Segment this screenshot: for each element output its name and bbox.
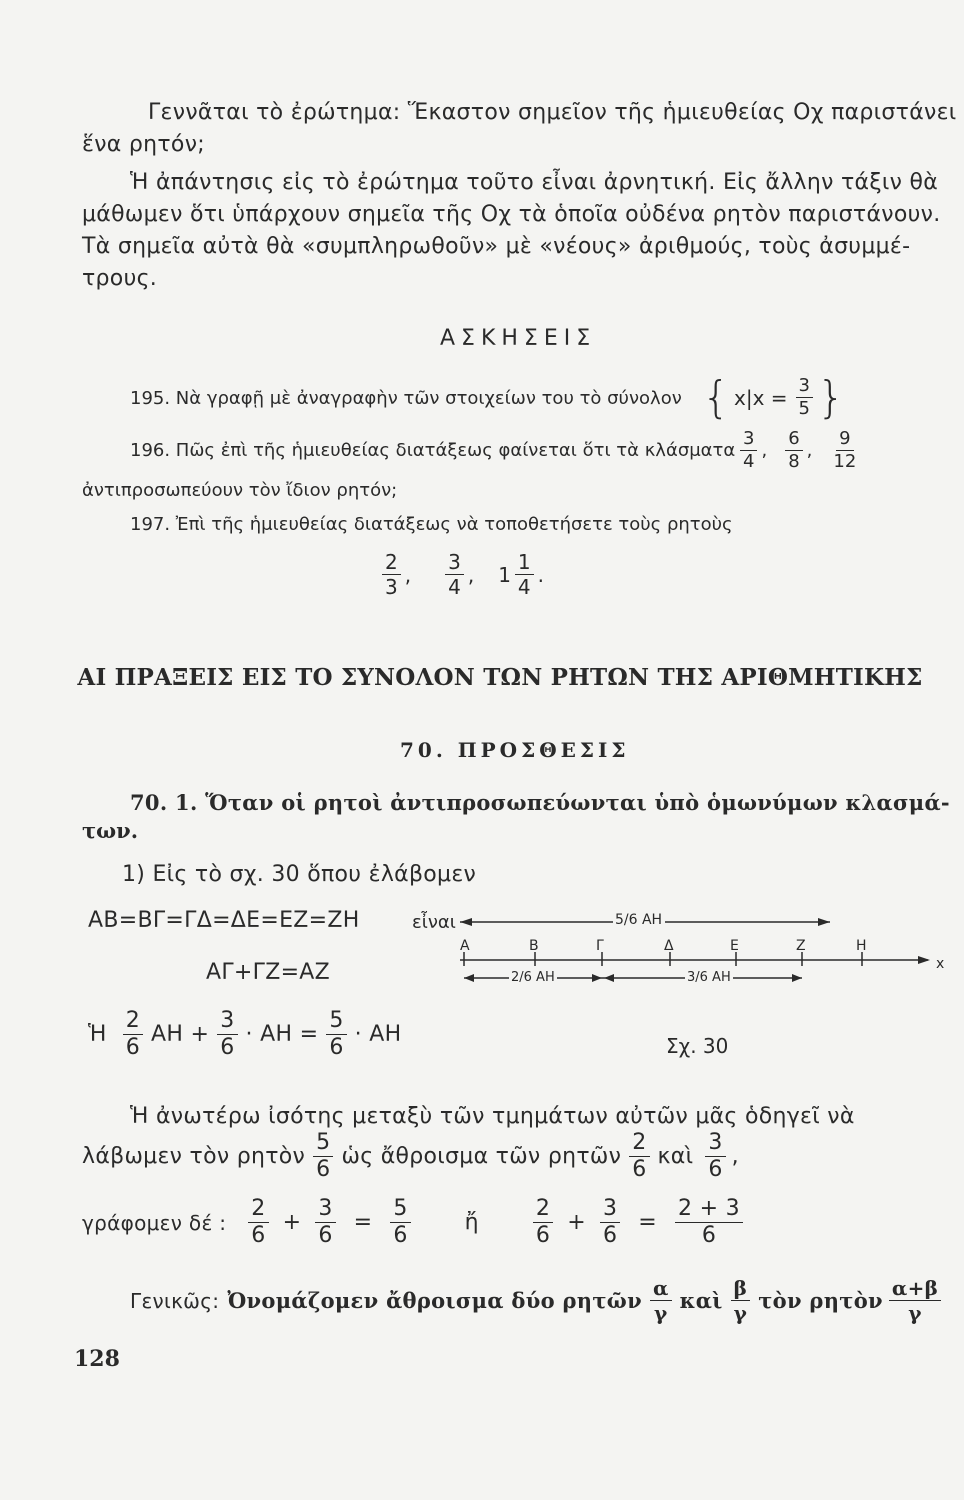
denominator: 6 (329, 1035, 344, 1060)
intro-line-2: ἕνα ρητόν; (82, 132, 205, 157)
fraction-5-6 (326, 1010, 346, 1059)
fraction-3-5 (796, 377, 813, 418)
fraction-6-8 (785, 430, 802, 471)
denominator: γ (908, 1301, 922, 1325)
fraction-3-6-b (705, 1132, 725, 1181)
item-1-text: 1) Εἰς τὸ σχ. 30 ὅπου ἐλάβομεν (122, 862, 477, 887)
general-label: Γενικῶς: (130, 1288, 220, 1313)
paragraph-line-2 (82, 1132, 739, 1181)
point-label-z: Ζ (796, 938, 806, 954)
ray-label-x: x (936, 956, 945, 972)
numerator: 5 (313, 1132, 333, 1157)
numerator: 3 (600, 1198, 620, 1223)
eq-mid-1: ΑΗ + (151, 1022, 210, 1047)
general-and: καὶ (679, 1288, 723, 1313)
chapter-title: ΑΙ ΠΡΑΞΕΙΣ ΕΙΣ ΤΟ ΣΥΝΟΛΟΝ ΤΩΝ ΡΗΤΩΝ ΤΗΣ ΑΡΙΘΜΗΤΙΚΗΣ (77, 664, 923, 691)
plus-sign: + (282, 1210, 302, 1235)
eq-prefix: Ἡ (88, 1022, 107, 1047)
intro-line-6: τρους. (82, 266, 158, 291)
paragraph-line-1: Ἡ ἀνωτέρω ἰσότης μεταξὺ τῶν τμημάτων αὐτῶν μᾶς ὁδηγεῖ νὰ (130, 1104, 855, 1129)
denominator: 6 (602, 1223, 618, 1248)
general-definition (130, 1278, 947, 1323)
equation-suffix: εἶναι (412, 912, 456, 933)
denominator: 6 (632, 1157, 647, 1182)
ray-arrow-icon (918, 956, 930, 964)
fraction-3-4 (740, 430, 757, 471)
para-comma: , (731, 1144, 739, 1169)
write-label: γράφομεν δέ : (82, 1210, 227, 1235)
para-text-b: ὡς ἄθροισμα τῶν ρητῶν (341, 1144, 622, 1169)
fraction-3-4-b (445, 552, 464, 597)
denominator: 6 (318, 1223, 333, 1248)
fraction-2-6 (123, 1010, 143, 1059)
general-text: Ὀνομάζομεν ἄθροισμα δύο ρητῶν (227, 1288, 642, 1313)
numerator: 2 + 3 (675, 1198, 743, 1223)
denominator: γ (733, 1301, 748, 1325)
exercise-197-text: 197. Ἐπὶ τῆς ἡμιευθείας διατάξεως νὰ τοποθετήσετε τοὺς ρητοὺς (130, 514, 733, 535)
intro-line-3: Ἡ ἀπάντησις εἰς τὸ ἐρώτημα τοῦτο εἶναι ἀρνητική. Εἰς ἄλλην τάξιν θὰ (130, 170, 939, 195)
fraction-3-6 (217, 1010, 237, 1059)
equation-fraction-sum (88, 1010, 401, 1059)
fraction-b-g (731, 1278, 751, 1323)
numerator: 3 (796, 377, 813, 398)
numerator: α (650, 1278, 672, 1301)
denominator: 6 (701, 1223, 717, 1248)
intro-line-4: μάθωμεν ὅτι ὑπάρχουν σημεῖα τῆς Οχ τὰ ὁποῖα οὐδένα ρητὸν παριστάνουν. (82, 202, 941, 227)
denominator: 5 (798, 398, 810, 419)
point-label-a: Α (460, 938, 470, 954)
tick-marks (464, 952, 862, 966)
fraction-w4 (533, 1198, 553, 1247)
fraction-w2 (315, 1198, 335, 1247)
mixed-whole: 1 (498, 562, 511, 587)
denominator: 8 (788, 451, 800, 472)
denominator: 12 (833, 451, 857, 472)
fraction-w3 (390, 1198, 410, 1247)
label-2-6-ah: 2/6 ΑΗ (511, 970, 555, 985)
numerator: α+β (889, 1278, 941, 1301)
numerator: 3 (445, 552, 464, 575)
or-word: ἤ (464, 1210, 479, 1235)
exercise-196-line-2: ἀντιπροσωπεύουν τὸν ἴδιον ρητόν; (82, 480, 398, 501)
numerator: 3 (740, 430, 757, 451)
page-number: 128 (74, 1346, 120, 1372)
figure-caption: Σχ. 30 (666, 1034, 729, 1058)
section-heading: 70. ΠΡΟΣΘΕΣΙΣ (400, 738, 630, 762)
exercise-196-text: 196. Πῶς ἐπὶ τῆς ἡμιευθείας διατάξεως φαίνεται ὅτι τὰ κλάσματα (130, 440, 736, 461)
subsection-line-2: των. (82, 818, 139, 843)
point-label-b: Β (529, 938, 539, 954)
intro-line-5: Τὰ σημεῖα αὐτὰ θὰ «συμπληρωθοῦν» μὲ «νέους» ἀριθμούς, τοὺς ἀσυμμέ- (82, 234, 911, 259)
fraction-a-g (650, 1278, 672, 1323)
set-builder-var: x|x = (734, 385, 788, 410)
numerator: 2 (533, 1198, 553, 1223)
fraction-w5 (600, 1198, 620, 1247)
numerator: 5 (326, 1010, 346, 1035)
denominator: 4 (743, 451, 755, 472)
fraction-9-12 (830, 430, 859, 471)
fraction-2-3 (382, 552, 401, 597)
point-label-h: Η (856, 938, 867, 954)
denominator: 3 (385, 575, 398, 599)
left-brace-icon: { (702, 372, 730, 423)
general-text-2: τὸν ρητὸν (758, 1288, 883, 1313)
label-top-5-6-ah: 5/6 ΑΗ (615, 912, 663, 928)
denominator: 6 (535, 1223, 551, 1248)
denominator: 6 (708, 1157, 723, 1182)
fraction-w6 (675, 1198, 743, 1247)
label-3-6-ah: 3/6 ΑΗ (687, 970, 731, 985)
fraction-ab-g (889, 1278, 941, 1323)
fraction-w1 (248, 1198, 268, 1247)
exercise-195-set (702, 372, 845, 423)
numerator: β (731, 1278, 751, 1301)
figure-30-diagram (440, 900, 940, 1010)
numerator: 2 (382, 552, 401, 575)
equation-equal-segments: ΑΒ=ΒΓ=ΓΔ=ΔΕ=ΕΖ=ΖΗ (88, 908, 360, 933)
fraction-1-4 (515, 552, 534, 597)
numerator: 3 (705, 1132, 725, 1157)
arrow-left-icon (460, 918, 472, 926)
fraction-5-6-b (313, 1132, 333, 1181)
para-text-a: λάβωμεν τὸν ρητὸν (82, 1144, 306, 1169)
arrow-right-icon (818, 918, 830, 926)
numerator: 2 (123, 1010, 143, 1035)
denominator: 6 (125, 1035, 140, 1060)
numerator: 3 (315, 1198, 335, 1223)
denominator: 6 (393, 1223, 408, 1248)
point-label-d: Δ (664, 938, 674, 954)
numerator: 6 (785, 430, 802, 451)
para-and: καὶ (657, 1144, 694, 1169)
equals-sign-2: = (638, 1210, 658, 1235)
intro-line-1: Γεννᾶται τὸ ἐρώτημα: Ἕκαστον σημεῖον τῆς ἡμιευθείας Οχ παριστάνει (148, 100, 957, 125)
denominator: 6 (316, 1157, 331, 1182)
denominator: 4 (517, 575, 531, 599)
numerator: 2 (629, 1132, 649, 1157)
denominator: 4 (448, 575, 461, 599)
eq-end: · ΑΗ (354, 1022, 402, 1047)
exercises-heading: ΑΣΚΗΣΕΙΣ (440, 326, 597, 351)
exercise-197-fractions: $\frac{2}{3}$ , $\frac{3}{4}$ , 1 $\frac{1}{4}$ . (378, 552, 544, 597)
fraction-2-6-b (629, 1132, 649, 1181)
numerator: 5 (390, 1198, 410, 1223)
exercise-196-fractions: $\frac{3}{4}$ , $\frac{6}{8}$ , $\frac{9}{12}$ (736, 430, 863, 471)
point-label-g: Γ (596, 938, 604, 954)
equation-sum-segments: ΑΓ+ΓΖ=ΑΖ (206, 960, 331, 985)
numerator: 9 (836, 430, 853, 451)
equals-sign: = (353, 1210, 373, 1235)
numerator: 1 (515, 552, 534, 575)
exercise-195-text: 195. Νὰ γραφῇ μὲ ἀναγραφὴν τῶν στοιχείων του τὸ σύνολον (130, 388, 682, 409)
denominator: γ (654, 1301, 668, 1325)
numerator: 3 (217, 1010, 237, 1035)
written-equation (82, 1198, 747, 1247)
subsection-line-1: 70. 1. Ὅταν οἱ ρητοὶ ἀντιπροσωπεύωνται ὑπὸ ὁμωνύμων κλασμά- (130, 790, 950, 815)
denominator: 6 (251, 1223, 266, 1248)
plus-sign-2: + (567, 1210, 586, 1235)
point-label-e: Ε (730, 938, 739, 954)
numerator: 2 (248, 1198, 268, 1223)
right-brace-icon: } (816, 372, 845, 423)
denominator: 6 (220, 1035, 235, 1060)
eq-mid-2: · ΑΗ = (245, 1022, 319, 1047)
